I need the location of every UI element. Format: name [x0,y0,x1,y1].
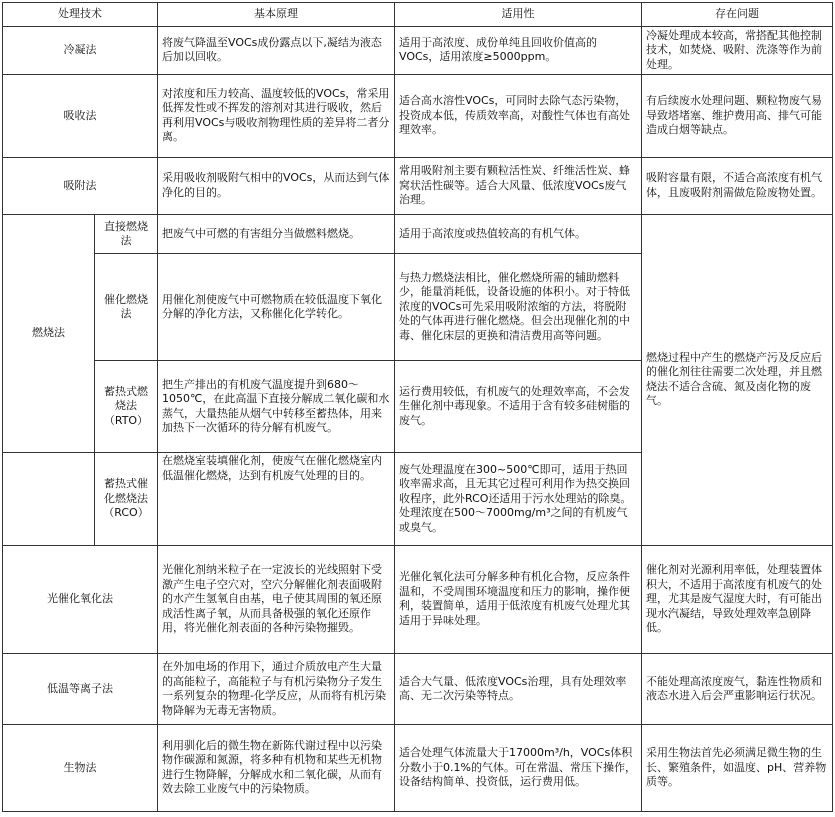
applicability-cell: 与热力燃烧法相比，催化燃烧所需的辅助燃料少，能量消耗低，设备设施的体积小。对于特低浓度的VOCs可先采用吸附浓缩的方法，将脱附处的气体再进行催化燃烧。但会出现催化剂的中毒、催化床层的更换和清洁费用高等问题。 [395,254,642,361]
table-row [3,654,833,724]
subtech-direct: 直接燃烧法 [95,214,158,253]
principle-cell: 把废气中可燃的有害组分当做燃料燃烧。 [158,214,395,253]
applicability-cell: 常用吸附剂主要有颗粒活性炭、纤维活性炭、蜂窝状活性碳等。适合大风量、低浓度VOCs废气治理。 [395,157,642,214]
applicability-cell: 光催化氧化法可分解多种有机化合物，反应条件温和，不受周围环境温度和压力的影响，操作便利，装置简单，适用于低浓度有机废气处理尤其适用于异味处理。 [395,545,642,654]
applicability-cell: 适用于高浓度、成份单纯且回收价值高的VOCs，适用浓度≥5000ppm。 [395,26,642,74]
subtech-rto: 蓄热式燃烧法（RTO） [95,361,158,453]
tech-plasma: 低温等离子法 [3,654,158,724]
tech-combust: 燃烧法 [3,214,95,452]
applicability-cell: 适合大气量、低浓度VOCs治理，具有处理效率高、无二次污染等特点。 [395,654,642,724]
principle-cell: 用催化剂使废气中可燃物质在较低温度下氧化分解的净化方法，又称催化化学转化。 [158,254,395,361]
principle-cell: 采用吸收剂吸附气相中的VOCs，从而达到气体净化的目的。 [158,157,395,214]
tech-condense: 冷凝法 [3,26,158,74]
applicability-cell: 适用于高浓度或热值较高的有机气体。 [395,214,642,253]
table-row [3,214,833,253]
applicability-cell: 适合处理气体流量大于17000m³/h，VOCs体积分数小于0.1%的气体。可在常温、常压下操作，设备结构简单、投资低，运行费用低。 [395,724,642,811]
header-row [3,3,833,27]
principle-cell: 光催化剂纳米粒子在一定波长的光线照射下受激产生电子空穴对，空穴分解催化剂表面吸附的水产生氢氧自由基，电子使其周围的氧还原成活性离子氧，从而具备极强的氧化还原作用，将光催化剂表面的各种污染物摧毁。 [158,545,395,654]
table-row [3,75,833,158]
principle-cell: 对浓度和压力较高、温度较低的VOCs，常采用低挥发性或不挥发的溶剂对其进行吸收，然后再利用VOCs与吸收剂物理性质的差异将二者分离。 [158,75,395,158]
issue-cell: 采用生物法首先必须满足微生物的生长、繁殖条件，如温度、pH、营养物质等。 [642,724,833,811]
header-tech: 处理技术 [3,3,158,27]
applicability-cell: 运行费用较低，有机废气的处理效率高，不会发生催化剂中毒现象。不适用于含有较多硅树脂的废气。 [395,361,642,453]
tech-adsorb: 吸附法 [3,157,158,214]
principle-cell: 在燃烧室装填催化剂，使废气在催化燃烧室内低温催化燃烧，达到有机废气处理的目的。 [158,453,395,545]
issue-cell: 催化剂对光源利用率低，处理装置体积大，不适用于高浓度有机废气的处理，尤其是废气湿度大时，有可能出现水汽凝结，导致处理效率急剧降低。 [642,545,833,654]
table-row [3,545,833,654]
table-row [3,724,833,811]
tech-bio: 生物法 [3,724,158,811]
issue-cell: 吸附容量有限，不适合高浓度有机气体，且废吸附剂需做危险废物处置。 [642,157,833,214]
table-row [3,157,833,214]
principle-cell: 将废气降温至VOCs成份露点以下,凝结为液态后加以回收。 [158,26,395,74]
header-issue: 存在问题 [642,3,833,27]
principle-cell: 利用驯化后的微生物在新陈代谢过程中以污染物作碳源和氮源，将多种有机物和某些无机物进行生物降解，分解成水和二氧化碳，从而有效去除工业废气中的污染物质。 [158,724,395,811]
header-applicability: 适用性 [395,3,642,27]
applicability-cell: 适合高水溶性VOCs，可同时去除气态污染物，投资成本低，传质效率高，对酸性气体也有高处理效率。 [395,75,642,158]
principle-cell: 在外加电场的作用下，通过介质放电产生大量的高能粒子，高能粒子与有机污染物分子发生一系列复杂的物理-化学反应，从而将有机污染物降解为无毒无害物质。 [158,654,395,724]
tech-absorb: 吸收法 [3,75,158,158]
voc-treatment-table [2,2,833,812]
combust-blank-cell [3,453,95,545]
tech-photo: 光催化氧化法 [3,545,158,654]
table-row [3,26,833,74]
subtech-catalytic: 催化燃烧法 [95,254,158,361]
principle-cell: 把生产排出的有机废气温度提升到680～1050℃，在此高温下直接分解成二氧化碳和水蒸气，大量热能从烟气中转移至蓄热体，用来加热下一次循环的待分解有机废气。 [158,361,395,453]
issue-cell-combust: 燃烧过程中产生的燃烧产污及反应后的催化剂往往需要二次处理，并且燃烧法不适合含硫、氮及卤化物的废气。 [642,214,833,545]
issue-cell: 有后续废水处理问题、颗粒物废气易导致塔堵塞、维护费用高、排气可能造成白烟等缺点。 [642,75,833,158]
subtech-rco: 蓄热式催化燃烧法（RCO） [95,453,158,545]
applicability-cell: 废气处理温度在300~500℃即可，适用于热回收率需求高，且无其它过程可利用作为热交换回收程序，此外RCO还适用于污水处理站的除臭。处理浓度在500～7000mg/m³之间的有机废气或臭气。 [395,453,642,545]
header-principle: 基本原理 [158,3,395,27]
issue-cell: 冷凝处理成本较高，常搭配其他控制技术，如焚烧、吸附、洗涤等作为前处理。 [642,26,833,74]
issue-cell: 不能处理高浓度废气，黏连性物质和液态水进入后会严重影响运行状况。 [642,654,833,724]
